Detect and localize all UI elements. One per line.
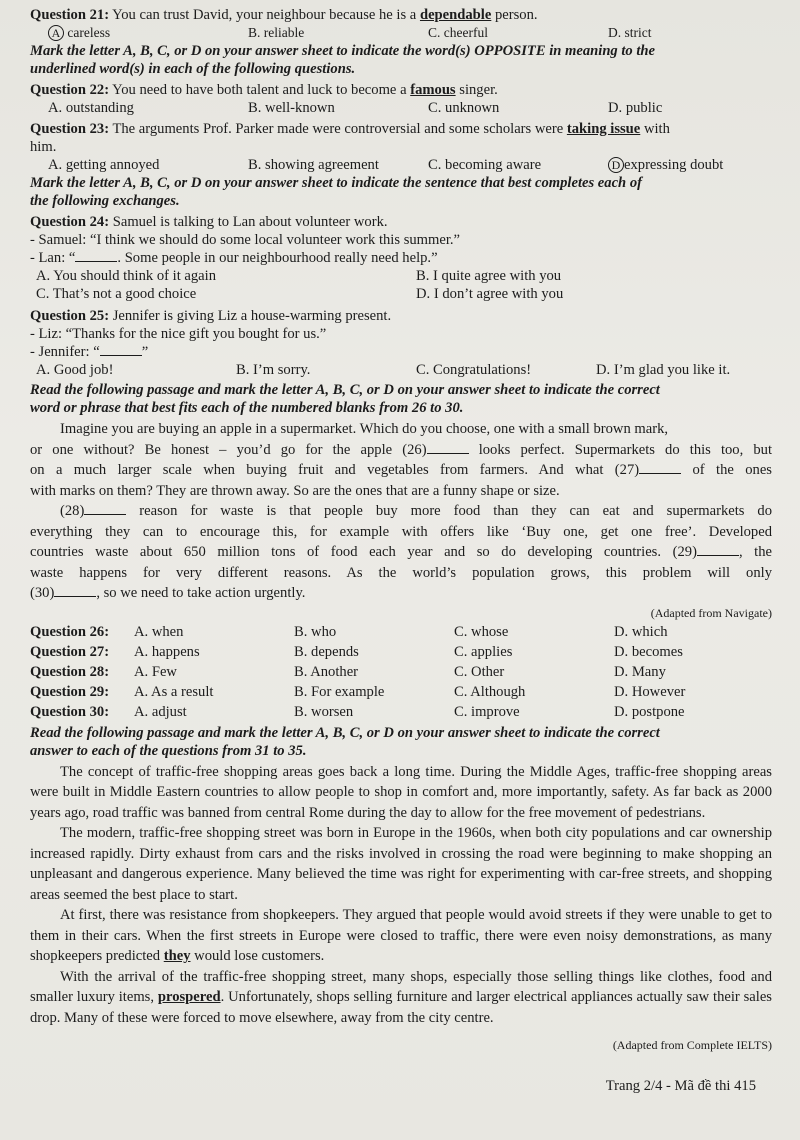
- question-21: Question 21: You can trust David, your neighbour because he is a dependable person.: [30, 7, 538, 23]
- option-c: C. improve: [454, 703, 520, 720]
- question-21-options: A careless B. reliable C. cheerful D. strict: [30, 24, 772, 42]
- option-c: C. Although: [454, 683, 526, 700]
- option-d: D. Many: [614, 663, 666, 680]
- instruction-exchanges: Mark the letter A, B, C, or D on your answer sheet to indicate the sentence that best completes each of the following exchanges.: [30, 175, 642, 209]
- question-row: [30, 702, 772, 722]
- option-d: D. becomes: [614, 643, 683, 660]
- source-credit: (Adapted from Navigate): [650, 605, 772, 620]
- paragraph: With the arrival of the traffic-free shopping street, many shops, especially those selling things like clothes, food and smaller luxury items, prospered. Unfortunately, shops selling furniture and larger electrical appliances actually saw their sales drop. Many of these were forced to move elsewhere, away from the city centre.: [30, 968, 772, 1026]
- source-credit: (Adapted from Complete IELTS): [612, 1038, 772, 1052]
- dialogue-line: - Jennifer: “ ”: [30, 344, 149, 360]
- option-a: A. adjust: [134, 703, 187, 720]
- question-25-options: A. Good job! B. I’m sorry. C. Congratulations! D. I’m glad you like it.: [36, 362, 731, 378]
- option-c: C. Other: [454, 663, 505, 680]
- passage-1: Imagine you are buying an apple in a supermarket. Which do you choose, one with a small brown mark, or one without? Be honest – you’d go for the apple (26) looks perfect. Supermarkets do this too, but on a much larger scale when buying fruit and vegetables from farmers. And what (27) of the ones with marks on them? They are thrown away. So are the ones that are a funny shape or size. (28) reason for waste is that people buy more food than they can eat and supermarkets do everything they can to encourage this, for example with offers like ‘Buy one, get one free’. Developed countries waste about 650 million tons of food each year and so do developing countries. (29) , the waste happens for very different reasons. As the world’s population grows, this problem will only (30) , so we need to take action urgently.: [30, 421, 773, 601]
- option-b: B. For example: [294, 683, 385, 700]
- question-24-options: A. You should think of it again B. I quite agree with you C. That’s not a good choice D. I don’t agree with you: [36, 268, 564, 302]
- dialogue-line: - Samuel: “I think we should do some local volunteer work this summer.”: [30, 232, 461, 248]
- question-grid-26-30: [30, 622, 772, 722]
- instruction-opposite: Mark the letter A, B, C, or D on your answer sheet to indicate the word(s) OPPOSITE in meaning to the underlined word(s) in each of the following questions.: [30, 43, 656, 77]
- answer-blank: [54, 596, 96, 597]
- circled-answer-mark: A: [48, 25, 64, 41]
- dialogue-line: - Liz: “Thanks for the nice gift you bought for us.”: [30, 326, 327, 342]
- option-c: C. applies: [454, 643, 513, 660]
- question-23-continued: him.: [30, 139, 57, 155]
- option-b: B. Another: [294, 663, 359, 680]
- answer-blank: [100, 355, 142, 356]
- question-23: Question 23: The arguments Prof. Parker made were controversial and some scholars were taking issue with: [30, 121, 670, 137]
- page-footer: Trang 2/4 - Mã đề thi 415: [605, 1078, 756, 1094]
- circled-answer-mark: D: [608, 157, 624, 173]
- paragraph: The concept of traffic-free shopping areas goes back a long time. During the Middle Ages, traffic-free shopping areas were built in Middle Eastern countries to allow people to shop in comfort and, more importantly, safety. As far back as 2000 years ago, road traffic was banned from central Rome during the day to allow for the free movement of pedestrians.: [30, 763, 772, 821]
- question-row: [30, 682, 772, 702]
- passage-2: [30, 762, 772, 1029]
- instruction-passage-1: Read the following passage and mark the letter A, B, C, or D on your answer sheet to indicate the correct word or phrase that best fits each of the numbered blanks from 26 to 30.: [30, 382, 660, 416]
- question-22: Question 22: You need to have both talent and luck to become a famous singer.: [30, 82, 498, 98]
- option-a: A. happens: [134, 643, 200, 660]
- paragraph: The modern, traffic-free shopping street was born in Europe in the 1960s, when both city populations and car ownership increased rapidly. Dirty exhaust from cars and the risks involved in crossing the road were beginning to make shopping an unpleasant and dangerous experience. Many believed the time was right for experimenting with car-free streets, and shopping areas seemed the best place to start.: [30, 825, 772, 903]
- question-row: [30, 622, 772, 642]
- paragraph: At first, there was resistance from shopkeepers. They argued that people would avoid streets if they were unable to get to them in their cars. When the first streets in Europe were closed to traffic, there were even noisy demonstrations, as many shopkeepers predicted they would lose customers.: [30, 907, 772, 964]
- answer-blank: [639, 473, 681, 474]
- option-a: A. Few: [134, 663, 177, 680]
- option-b: B. depends: [294, 643, 359, 660]
- option-c: C. whose: [454, 623, 509, 640]
- answer-blank: [697, 555, 739, 556]
- option-a: A. when: [134, 623, 184, 640]
- dialogue-line: - Lan: “ . Some people in our neighbourhood really need help.”: [30, 250, 438, 266]
- option-b: B. worsen: [294, 703, 354, 720]
- answer-blank: [427, 453, 469, 454]
- question-row: [30, 662, 772, 682]
- question-22-options: A. outstanding B. well-known C. unknown D. public: [48, 100, 663, 116]
- option-d: D. postpone: [614, 703, 685, 720]
- answer-blank: [84, 514, 126, 515]
- question-label: Question 29:: [30, 683, 110, 700]
- question-label: Question 27:: [30, 643, 110, 660]
- option-d: D. However: [614, 683, 686, 700]
- question-row: [30, 642, 772, 662]
- question-label: Question 26:: [30, 623, 110, 640]
- option-b: B. who: [294, 623, 337, 640]
- option-a: A. As a result: [134, 683, 214, 700]
- option-d: D. which: [614, 623, 668, 640]
- question-24: Question 24: Samuel is talking to Lan about volunteer work.: [30, 214, 388, 230]
- question-label: Question 28:: [30, 663, 110, 680]
- question-23-options: A. getting annoyed B. showing agreement C. becoming aware D expressing doubt: [48, 157, 724, 173]
- question-label: Question 30:: [30, 703, 110, 720]
- instruction-passage-2: Read the following passage and mark the letter A, B, C, or D on your answer sheet to indicate the correct answer to each of the questions from 31 to 35.: [30, 724, 660, 759]
- answer-blank: [75, 261, 117, 262]
- question-25: Question 25: Jennifer is giving Liz a house-warming present.: [30, 308, 392, 324]
